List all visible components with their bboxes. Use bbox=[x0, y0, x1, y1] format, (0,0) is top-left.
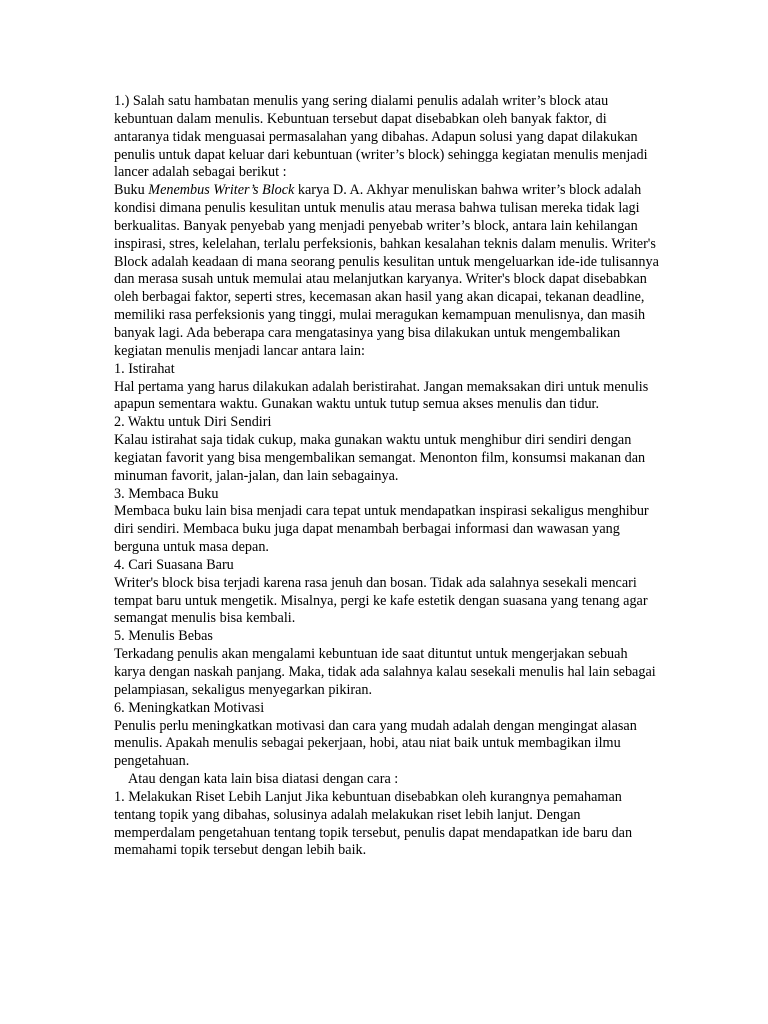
closing-item: 1. Melakukan Riset Lebih Lanjut Jika kebuntuan disebabkan oleh kurangnya pemahaman tentang topik yang dibahas, solusinya adalah melakukan riset lebih lanjut. Dengan memperdalam pengetahuan tentang topik tersebut, penulis dapat mendapatkan ide baru dan memahami topik tersebut dengan lebih baik. bbox=[114, 788, 633, 859]
closing-intro: Atau dengan kata lain bisa diatasi dengan cara : bbox=[128, 771, 399, 788]
book-paragraph bbox=[114, 182, 659, 360]
intro-paragraph: 1.) Salah satu hambatan menulis yang sering dialami penulis adalah writer’s block atau kebuntuan dalam menulis. Kebuntuan tersebut dapat disebabkan oleh banyak faktor, di antaranya tidak menguasai permasalahan yang dibahas. Adapun solusi yang dapat dilakukan penulis untuk dapat keluar dari kebuntuan (writer’s block) sehingga kegiatan menulis menjadi lancer adalah sebagai berikut : bbox=[114, 93, 648, 181]
tip-body: Penulis perlu meningkatkan motivasi dan cara yang mudah adalah dengan mengingat alasan menulis. Apakah menulis sebagai pekerjaan, hobi, atau niat baik untuk membagikan ilmu pengetahuan. bbox=[114, 717, 637, 770]
book-title: Menembus Writer’s Block bbox=[148, 182, 295, 199]
tip-heading: 2. Waktu untuk Diri Sendiri bbox=[114, 414, 272, 431]
tip-body: Terkadang penulis akan mengalami kebuntuan ide saat dituntut untuk mengerjakan sebuah karya dengan naskah panjang. Maka, tidak ada salahnya kalau sesekali menulis hal lain sebagai pelampiasan, sekaligus menyegarkan pikiran. bbox=[114, 646, 656, 698]
tip-body: Membaca buku lain bisa menjadi cara tepat untuk mendapatkan inspirasi sekaligus menghibur diri sendiri. Membaca buku juga dapat menambah berbagai informasi dan wawasan yang berguna untuk masa depan. bbox=[114, 503, 649, 556]
tip-body: Hal pertama yang harus dilakukan adalah beristirahat. Jangan memaksakan diri untuk menulis apapun sementara waktu. Gunakan waktu untuk tutup semua akses menulis dan tidur. bbox=[114, 378, 649, 413]
tip-body: Writer's block bisa terjadi karena rasa jenuh dan bosan. Tidak ada salahnya sesekali mencari tempat baru untuk mengetik. Misalnya, pergi ke kafe estetik dengan suasana yang tenang agar semangat menulis bisa kembali. bbox=[114, 574, 648, 627]
tip-heading: 4. Cari Suasana Baru bbox=[114, 556, 234, 573]
tip-heading: 3. Membaca Buku bbox=[114, 485, 219, 502]
book-paragraph-body: karya D. A. Akhyar menuliskan bahwa writer’s block adalah kondisi dimana penulis kesulitan untuk menulis atau merasa bahwa tulisan mereka tidak lagi berkualitas. Banyak penyebab yang menjadi penyebab writer’s block, antara lain kehilangan inspirasi, stres, kelelahan, terlalu perfeksionis, bahkan kesalahan teknis dalam menulis. Writer's Block adalah keadaan di mana seorang penulis kesulitan untuk mengeluarkan ide-ide tulisannya dan merasa susah untuk memulai atau melanjutkan karyanya. Writer's block dapat disebabkan oleh berbagai faktor, seperti stres, kecemasan akan hasil yang akan dicapai, tekanan deadline, memiliki rasa perfeksionis yang tinggi, mulai meragukan kemampuan menulisnya, dan masih banyak lagi. Ada beberapa cara mengatasinya yang bisa dilakukan untuk mengembalikan kegiatan menulis menjadi lancar antara lain: bbox=[114, 182, 659, 359]
tip-heading: 5. Menulis Bebas bbox=[114, 628, 213, 645]
tip-body: Kalau istirahat saja tidak cukup, maka gunakan waktu untuk menghibur diri sendiri dengan kegiatan favorit yang bisa mengembalikan semangat. Menonton film, konsumsi makanan dan minuman favorit, jalan-jalan, dan lain sebagainya. bbox=[114, 432, 646, 484]
tip-heading: 1. Istirahat bbox=[114, 360, 175, 377]
tip-heading: 6. Meningkatkan Motivasi bbox=[114, 699, 265, 716]
document-page bbox=[114, 93, 659, 860]
book-paragraph-prefix: Buku bbox=[114, 182, 149, 199]
